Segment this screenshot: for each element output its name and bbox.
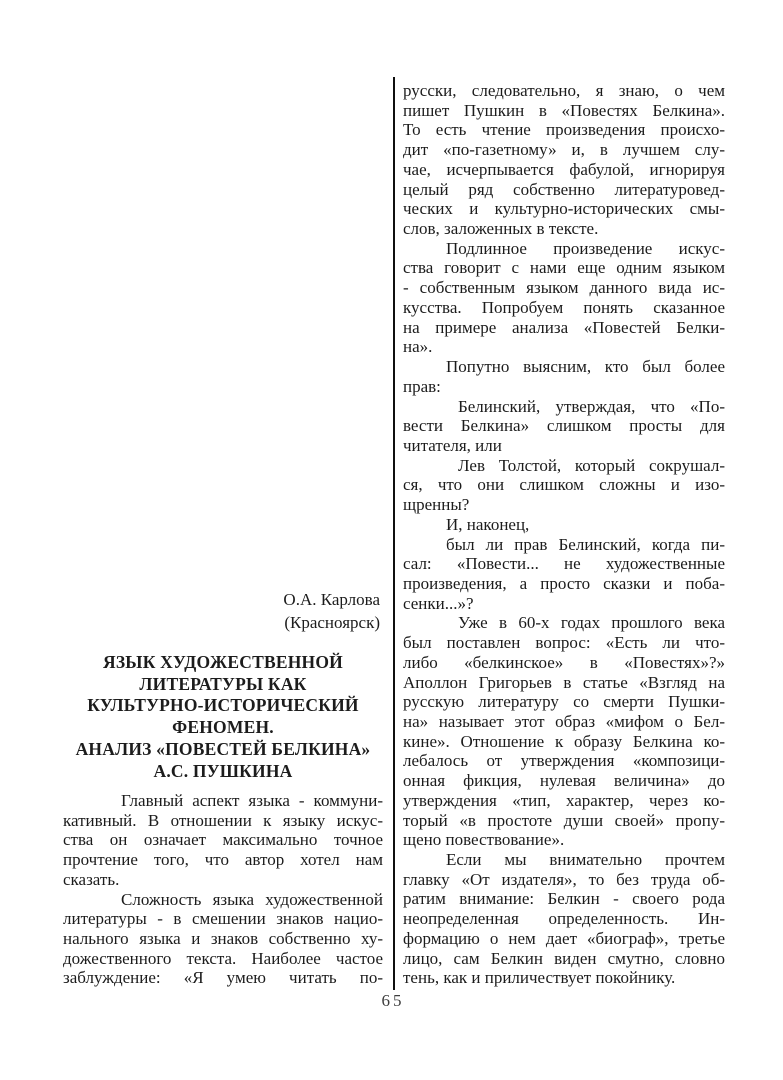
text-line: неопределенная определенность. Ин- [403,909,725,929]
text-line: был поставлен вопрос: «Есть ли что- [403,633,725,653]
text-line: Подлинное произведение искус- [446,238,725,258]
text-line: чае, исчерпывается фабулой, игнорируя [403,159,725,179]
text-line: на». [403,337,433,357]
text-line: на примере анализа «Повестей Белки- [403,317,725,337]
text-line: Аполлон Григорьев в статье «Взгляд на [403,672,725,692]
text-line: лицо, сам Белкин виден смутно, словно [403,948,725,968]
author-line: (Красноярск) [284,612,380,632]
text-line: прочтение того, что автор хотел нам [63,850,383,870]
body-paragraph [403,850,725,988]
text-line: тень, как и приличествует покойнику. [403,968,676,988]
body-paragraph [403,81,725,239]
text-line: кусства. Попробуем понять сказанное [403,297,725,317]
body-paragraph [403,456,725,515]
left-column-text [63,791,383,988]
body-paragraph [403,515,725,535]
article-title-line: ФЕНОМЕН. [172,717,274,738]
body-paragraph [403,397,725,456]
text-line: русскую литературу со смерти Пушки- [403,692,725,712]
article-title-line: КУЛЬТУРНО-ИСТОРИЧЕСКИЙ [87,695,359,716]
text-line: Уже в 60-х годах прошлого века [458,613,725,633]
text-line: читателя, или [403,435,502,455]
text-line: Если мы внимательно прочтем [446,850,725,870]
text-line: сказать. [63,869,120,889]
article-title [63,652,383,782]
text-line: И, наконец, [446,514,530,534]
text-line: Лев Толстой, который сокрушал- [458,455,725,475]
body-paragraph [63,890,383,989]
text-line: ческих и культурно-исторических смы- [403,199,725,219]
text-line: формацию о нем дает «биограф», третье [403,928,725,948]
text-line: То есть чтение произведения происхо- [403,120,725,140]
article-title-line: А.С. ПУШКИНА [153,760,293,781]
page-number: 65 [381,991,405,1010]
body-paragraph [403,535,725,614]
text-line: Главный аспект языка - коммуни- [121,791,383,810]
article-title-line: АНАЛИЗ «ПОВЕСТЕЙ БЕЛКИНА» [75,738,371,759]
author-block [63,589,383,634]
text-line: заблуждение: «Я умею читать по- [63,968,383,988]
text-line: утверждения «тип, характер, через ко- [403,790,725,810]
right-column-text [403,81,725,988]
text-line: ства говорит с нами еще одним языком [403,258,725,278]
text-line: кине». Отношение к образу Белкина ко- [403,731,725,751]
text-line: Попутно выясним, кто был более [446,357,725,377]
text-line: главку «От издателя», то без труда об- [403,869,725,889]
author-line: О.А. Карлова [283,590,380,609]
text-line: лебалось от утверждения «композици- [403,751,725,771]
text-line: Белинский, утверждая, что «По- [458,396,725,416]
text-line: дожественного текста. Наиболее частое [63,948,383,968]
text-line: щено повествование». [403,830,565,850]
body-paragraph [403,357,725,396]
text-line: онная фикция, нулевая величина» до [403,771,725,791]
text-line: сал: «Повести... не художественные [403,554,725,574]
article-title-line: ЯЗЫК ХУДОЖЕСТВЕННОЙ [103,652,343,672]
text-line: ства он означает максимально точное [63,830,383,850]
text-line: на» называет этот образ «мифом о Бел- [403,712,725,731]
text-line: кативный. В отношении к языку искус- [63,810,383,830]
text-line: был ли прав Белинский, когда пи- [446,534,725,554]
text-line: торый «в простоте души своей» пропу- [403,810,725,830]
body-paragraph [403,613,725,850]
text-line: вести Белкина» слишком просты для [403,416,725,436]
text-line: прав: [403,376,441,396]
text-line: ратим внимание: Белкин - своего рода [403,889,725,909]
text-line: литературы - в смешении знаков нацио- [63,909,383,929]
text-line: - собственным языком данного вида ис- [403,278,725,298]
text-line: щренны? [403,495,470,515]
text-line: пишет Пушкин в «Повестях Белкина». [403,100,725,120]
text-line: русски, следовательно, я знаю, о чем [403,81,725,100]
text-line: сенки...»? [403,593,474,613]
text-line: нального языка и знаков собственно ху- [63,929,383,949]
text-line: Сложность языка художественной [121,889,383,909]
body-paragraph [63,791,383,890]
text-line: произведения, а просто сказки и поба- [403,573,725,593]
text-line: ся, что они слишком сложны и изо- [403,475,725,495]
body-paragraph [403,239,725,357]
text-line: дит «по-газетному» и, в лучшем слу- [403,140,725,160]
text-line: слов, заложенных в тексте. [403,219,599,239]
text-line: либо «белкинское» в «Повестях»?» [403,652,725,672]
text-line: целый ряд собственно литературовед- [403,179,725,199]
column-divider [393,77,395,990]
article-title-line: ЛИТЕРАТУРЫ КАК [139,673,307,694]
